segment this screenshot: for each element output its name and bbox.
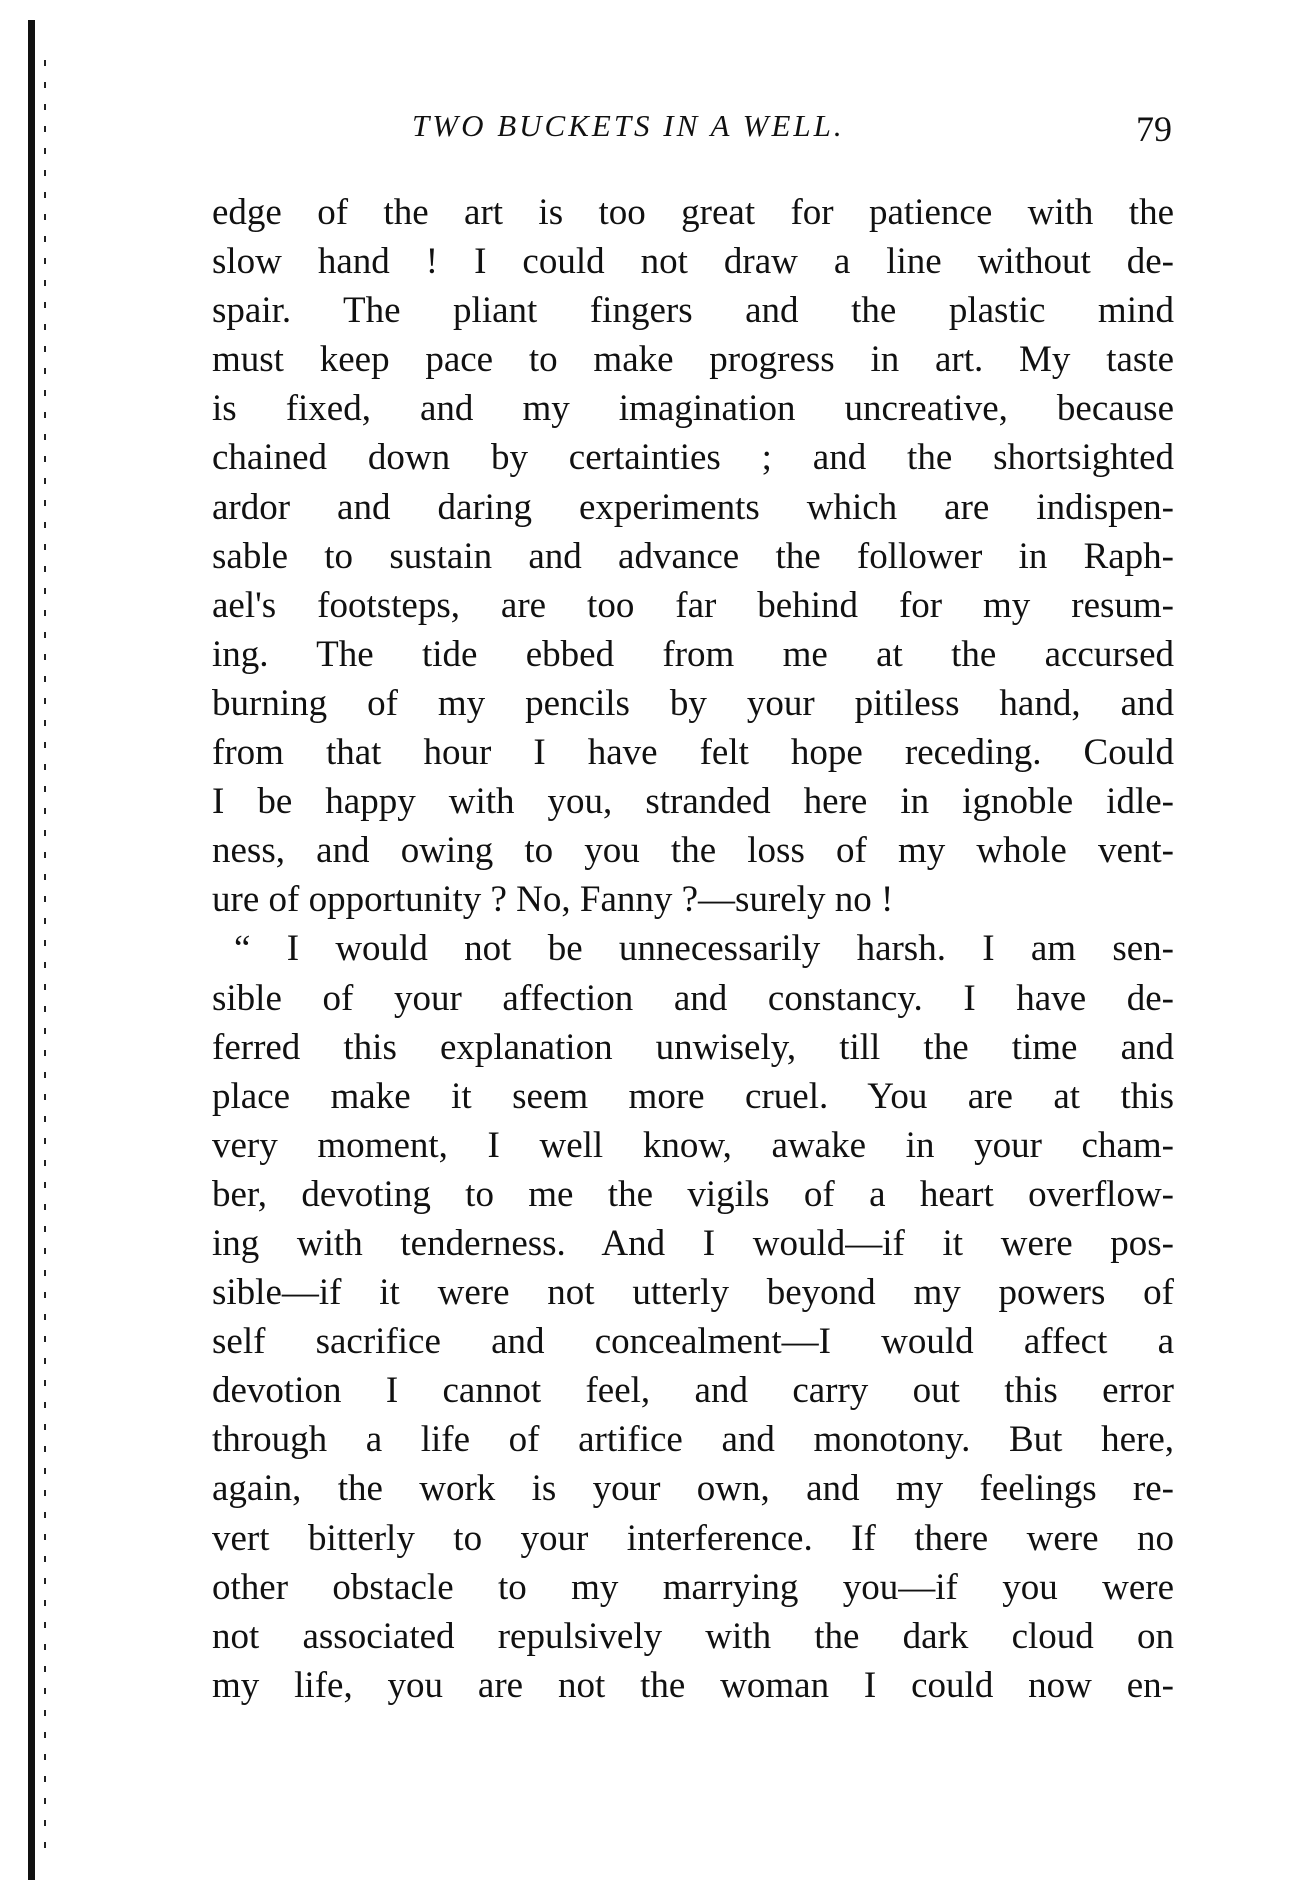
page-number: 79	[1136, 109, 1172, 149]
text-line: chained down by certainties ; and the shortsighted	[212, 437, 1174, 479]
text-line: I be happy with you, stranded here in ignoble idle-	[212, 781, 1174, 823]
text-line: through a life of artifice and monotony. But here,	[212, 1419, 1174, 1461]
page-header	[412, 108, 1172, 152]
book-binding-edge	[28, 20, 35, 1880]
text-line: sible of your affection and constancy. I have de-	[212, 977, 1174, 1019]
text-line: burning of my pencils by your pitiless hand, and	[212, 682, 1174, 724]
text-line: “ I would not be unnecessarily harsh. I am sen-	[234, 928, 1174, 970]
text-line: self sacrifice and concealment—I would affect a	[212, 1321, 1174, 1363]
text-line: again, the work is your own, and my feelings re-	[212, 1468, 1174, 1510]
text-line: my life, you are not the woman I could now en-	[212, 1664, 1174, 1706]
text-line: ardor and daring experiments which are indispen-	[212, 486, 1174, 528]
text-line: not associated repulsively with the dark cloud on	[212, 1615, 1174, 1657]
text-line: ael's footsteps, are too far behind for my resum-	[212, 584, 1174, 626]
text-line: vert bitterly to your interference. If there were no	[212, 1517, 1174, 1559]
text-line: very moment, I well know, awake in your cham-	[212, 1124, 1174, 1166]
text-line: from that hour I have felt hope receding. Could	[212, 732, 1174, 774]
text-line: other obstacle to my marrying you—if you were	[212, 1566, 1174, 1608]
text-line: spair. The pliant fingers and the plastic mind	[212, 290, 1174, 332]
book-binding-shadow	[44, 60, 46, 1860]
text-line: must keep pace to make progress in art. My taste	[212, 339, 1174, 381]
text-line: devotion I cannot feel, and carry out this error	[212, 1370, 1174, 1412]
text-line: ure of opportunity ? No, Fanny ?—surely no !	[212, 879, 894, 921]
text-line: is fixed, and my imagination uncreative, because	[212, 388, 1174, 430]
text-line: ferred this explanation unwisely, till the time and	[212, 1026, 1174, 1068]
text-line: edge of the art is too great for patience with the	[212, 192, 1174, 233]
running-title: TWO BUCKETS IN A WELL.	[412, 108, 845, 143]
text-line: ness, and owing to you the loss of my whole vent-	[212, 830, 1174, 872]
page-body-text	[212, 188, 1174, 1710]
text-line: ing with tenderness. And I would—if it were pos-	[212, 1222, 1174, 1264]
text-line: sible—if it were not utterly beyond my powers of	[212, 1272, 1174, 1314]
text-line: place make it seem more cruel. You are at this	[212, 1075, 1174, 1117]
text-line: ber, devoting to me the vigils of a heart overflow-	[212, 1173, 1174, 1215]
text-line: sable to sustain and advance the follower in Raph-	[212, 535, 1174, 577]
text-line: slow hand ! I could not draw a line without de-	[212, 241, 1174, 283]
text-line: ing. The tide ebbed from me at the accursed	[212, 633, 1174, 675]
